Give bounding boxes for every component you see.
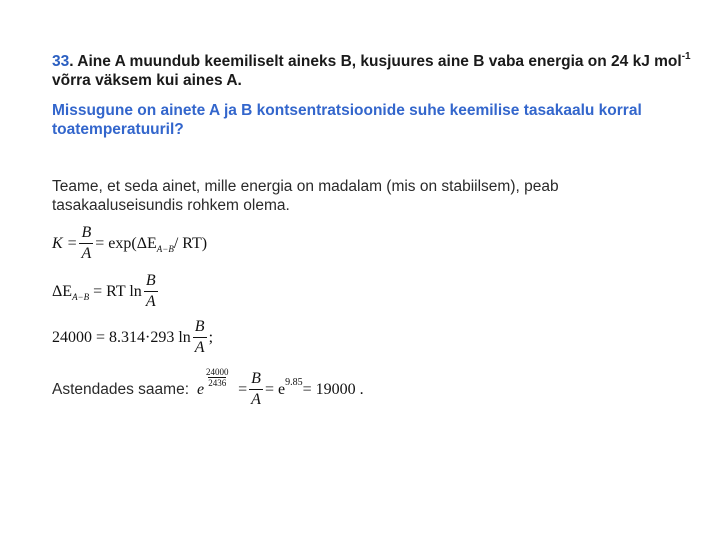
eq1-fraction xyxy=(79,224,93,263)
eq1-numerator: B xyxy=(81,224,92,241)
equation-energy-difference xyxy=(52,272,160,311)
eq4-exponential xyxy=(197,366,229,399)
problem-statement xyxy=(52,52,692,90)
question-text: Missugune on ainete A ja B kontsentratsioonide suhe keemilise tasakaalu korral toatemperatuuril? xyxy=(52,102,642,138)
problem-text-part1: . Aine A muundub keemiliselt aineks B, kusjuures aine B vaba energia on 24 kJ mol xyxy=(69,53,682,70)
eq4-eq-sign: = xyxy=(238,380,248,398)
eq4-rhs1: = e xyxy=(264,380,286,398)
eq1-rhs-pre: = exp(ΔE xyxy=(95,234,157,252)
eq4-exp-denominator: 2436 xyxy=(208,377,227,388)
equation-numeric xyxy=(52,318,213,357)
eq1-rhs-sub: A−B xyxy=(156,243,174,254)
eq3-numerator: B xyxy=(194,318,205,335)
eq2-lhs-sub: A−B xyxy=(72,291,90,302)
eq2-denominator: A xyxy=(145,293,156,310)
eq3-denominator: A xyxy=(194,339,205,356)
eq4-numerator: B xyxy=(251,370,261,387)
eq2-numerator: B xyxy=(145,272,156,289)
eq3-fraction xyxy=(193,318,207,357)
eq1-denominator: A xyxy=(81,245,92,262)
eq4-base: e xyxy=(197,380,205,398)
eq4-label: Astendades saame: xyxy=(52,380,190,398)
eq4-exponent-fraction xyxy=(206,367,229,388)
problem-number: 33 xyxy=(52,53,70,70)
eq4-exp-numerator: 24000 xyxy=(206,366,229,377)
eq3-tail: ; xyxy=(208,328,214,346)
problem-text-part2: võrra väksem kui aines A. xyxy=(52,72,242,89)
eq4-rhs2: = 19000 . xyxy=(302,380,364,398)
eq1-lhs: K = xyxy=(52,234,78,252)
unit-superscript: -1 xyxy=(681,50,691,62)
eq4-fraction xyxy=(249,370,263,409)
eq3-lhs: 24000 = 8.314·293 ln xyxy=(52,328,191,346)
eq4-rhs1-sup: 9.85 xyxy=(285,377,303,388)
eq2-lhs: ΔE xyxy=(52,282,73,300)
eq2-mid: = RT ln xyxy=(93,282,142,300)
eq1-rhs-post: / RT) xyxy=(173,234,208,252)
intro-text: Teame, et seda ainet, mille energia on madalam (mis on stabiilsem), peab tasakaaluseisundis rohkem olema. xyxy=(52,178,559,214)
eq4-denominator: A xyxy=(251,391,261,408)
equation-result xyxy=(52,366,364,409)
equation-equilibrium-constant xyxy=(52,224,207,263)
eq2-fraction xyxy=(144,272,158,311)
